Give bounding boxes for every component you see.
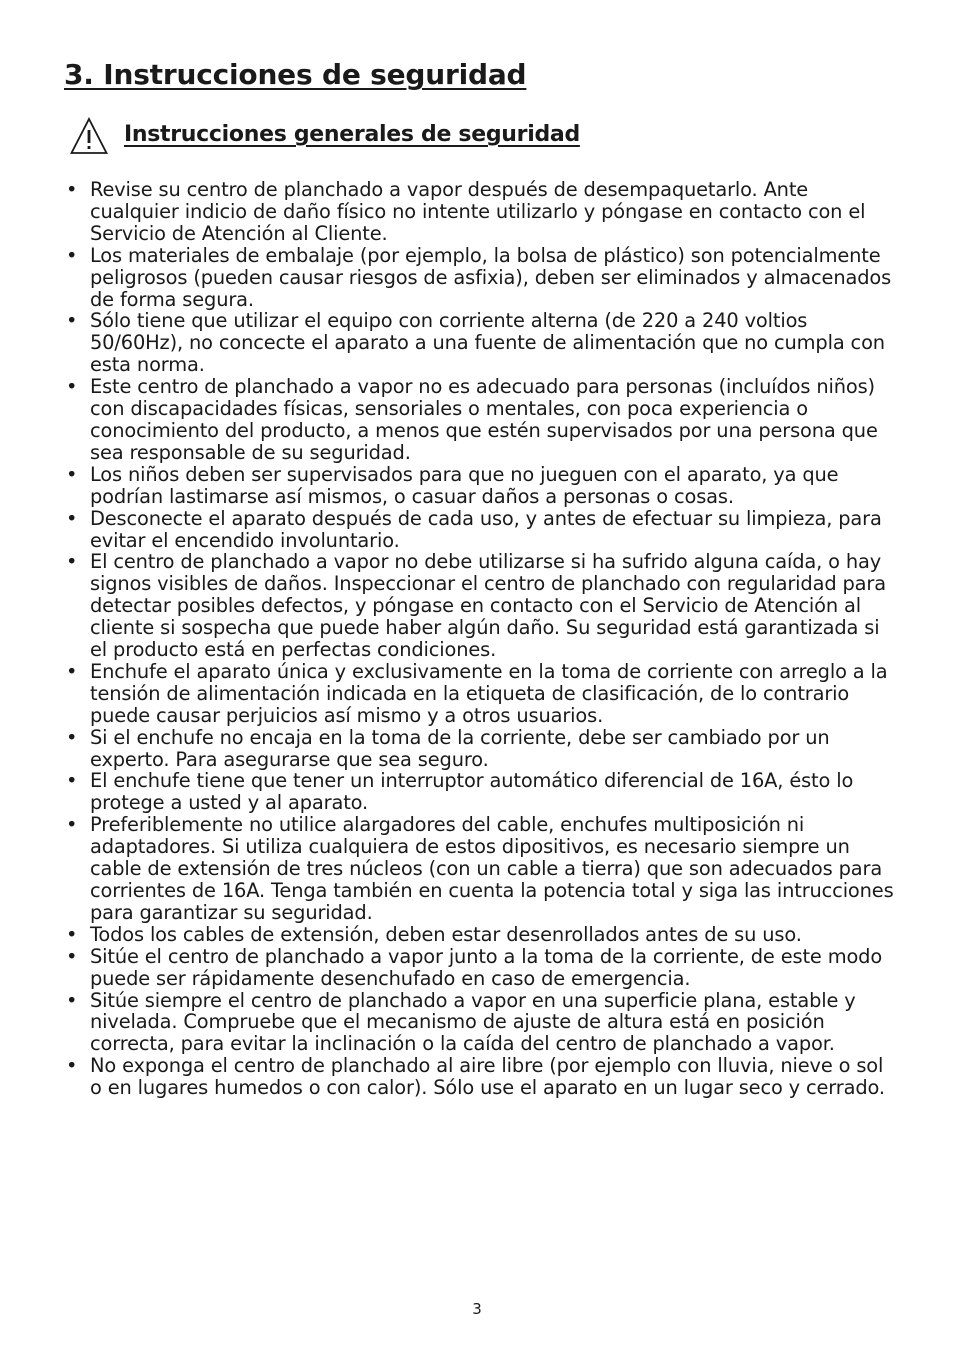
list-item [64,727,894,771]
bullet: • [66,506,78,530]
list-item-text: Revise su centro de planchado a vapor después de desempaquetarlo. Ante cualquier indicio de daño físico no intente utilizarlo y póngase en contacto con el Servicio de Atención al Cliente. [90,178,866,245]
bullet: • [66,178,78,201]
section-heading: Instrucciones generales de seguridad [124,122,580,147]
list-item-text: Los niños deben ser supervisados para que no jueguen con el aparato, ya que podrían lastimarse así mismos, o casuar daños a personas o cosas. [90,462,839,508]
list-item [64,508,894,552]
list-item-text: El enchufe tiene que tener un interruptor automático diferencial de 16A, ésto lo protege a usted y al aparato. [90,769,854,815]
page-number: 3 [472,1300,482,1318]
bullet: • [66,550,78,574]
page-title: 3. Instrucciones de seguridad [64,58,527,91]
list-item [64,770,894,814]
bullet: • [66,922,78,946]
bullet: • [66,1054,78,1078]
bullet: • [66,944,78,968]
list-item [64,245,894,311]
list-item [64,464,894,508]
bullet: • [66,988,78,1012]
list-item-text: Desconecte el aparato después de cada uso, y antes de efectuar su limpieza, para evitar el encendido involuntario. [90,506,882,552]
list-item [64,1055,894,1099]
list-item-text: Sitúe el centro de planchado a vapor junto a la toma de la corriente, de este modo puede ser rápidamente desenchufado en caso de emergencia. [90,944,883,990]
list-item-text: No exponga el centro de planchado al aire libre (por ejemplo con lluvia, nieve o sol o en lugares humedos o con calor). Sólo use el aparato en un lugar seco y cerrado. [90,1054,885,1100]
bullet: • [66,725,78,749]
bullet: • [66,659,78,683]
list-item-text: Los materiales de embalaje (por ejemplo, la bolsa de plástico) son potencialmente peligrosos (pueden causar riesgos de asfixia), deben ser eliminados y almacenados de forma segura. [90,243,892,311]
bullet: • [66,309,78,333]
list-item [64,661,894,727]
list-item-text: Sitúe siempre el centro de planchado a vapor en una superficie plana, estable y nivelada. Compruebe que el mecanismo de ajuste de altura está en posición correcta, para evitar la inclinación o la caída del centro de planchado a vapor. [90,988,856,1056]
list-item-text: Todos los cables de extensión, deben estar desenrollados antes de su uso. [90,922,802,946]
safety-instructions-list [64,179,894,1099]
list-item [64,179,894,245]
list-item [64,946,894,990]
bullet: • [66,375,78,399]
bullet: • [66,813,78,837]
list-item [64,310,894,376]
bullet: • [66,243,78,267]
list-item-text: Preferiblemente no utilice alargadores del cable, enchufes multiposición ni adaptadores. Si utiliza cualquiera de estos dipositivos, es necesario siempre un cable de extensión de tres núcleos (con un cable a tierra) que son adecuados para corrientes de 16A. Tenga también en cuenta la potencia total y siga las intrucciones para garantizar su seguridad. [90,813,894,924]
list-item-text: El centro de planchado a vapor no debe utilizarse si ha sufrido alguna caída, o hay signos visibles de daños. Inspeccionar el centro de planchado con regularidad para detectar posibles defectos, y póngase en contacto con el Servicio de Atención al cliente si sospecha que puede haber algún daño. Su seguridad está garantizada si el producto está en perfectas condiciones. [90,550,886,662]
list-item-text: Si el enchufe no encaja en la toma de la corriente, debe ser cambiado por un experto. Para asegurarse que sea seguro. [90,725,830,771]
list-item [64,376,894,464]
list-item [64,814,894,924]
list-item [64,990,894,1056]
warning-triangle-icon [69,116,109,156]
list-item-text: Enchufe el aparato única y exclusivamente en la toma de corriente con arreglo a la tensión de alimentación indicada en la etiqueta de clasificación, de lo contrario puede causar perjuicios así mismo y a otros usuarios. [90,659,888,727]
list-item-text: Sólo tiene que utilizar el equipo con corriente alterna (de 220 a 240 voltios 50/60Hz), no concecte el aparato a una fuente de alimentación que no cumpla con esta norma. [90,309,885,377]
list-item-text: Este centro de planchado a vapor no es adecuado para personas (incluídos niños) con discapacidades físicas, sensoriales o mentales, con poca experiencia o conocimiento del producto, a menos que estén supervisados por una persona que sea responsable de su seguridad. [90,375,878,464]
bullet: • [66,769,78,793]
list-item [64,924,894,946]
list-item [64,551,894,661]
bullet: • [66,462,78,486]
